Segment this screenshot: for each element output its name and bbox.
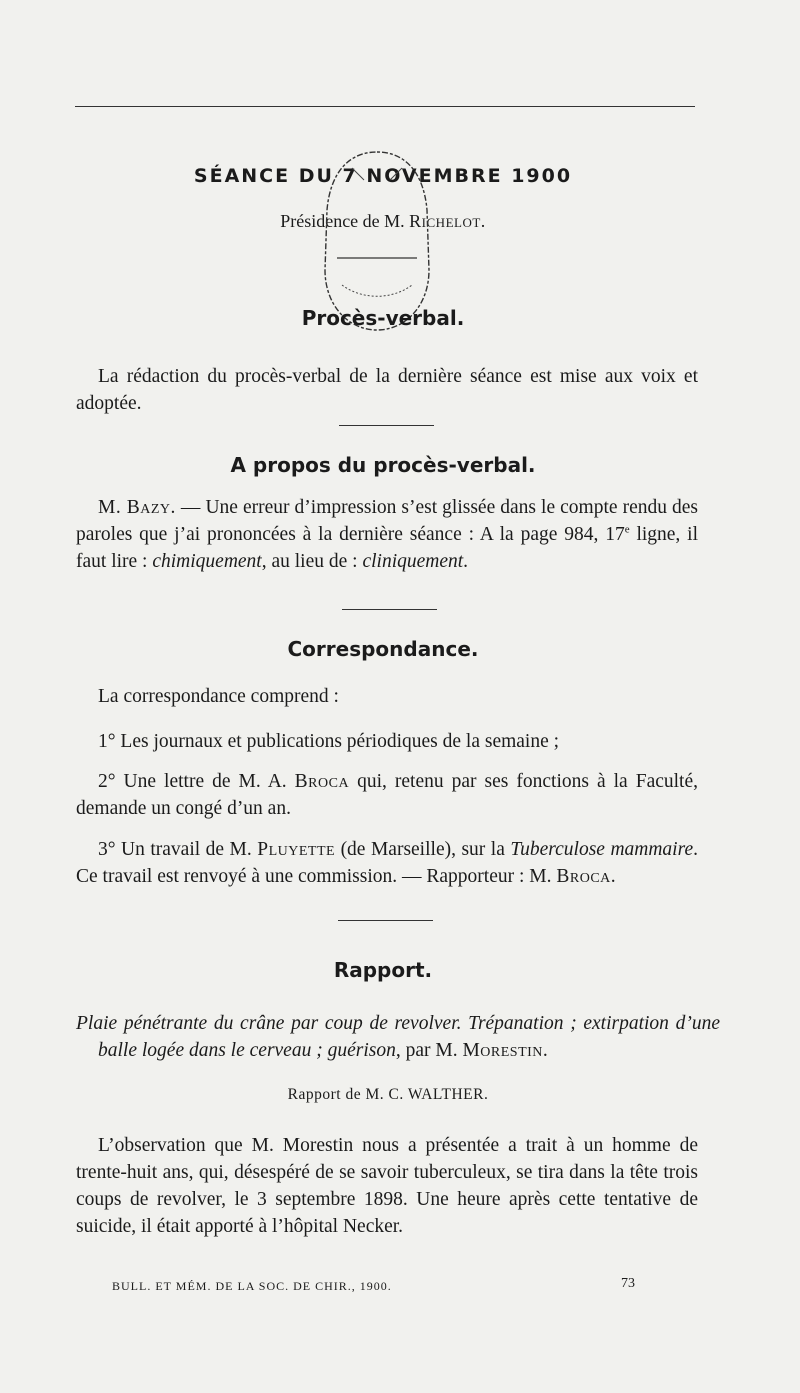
proces-verbal-heading: Procès-verbal. — [301, 306, 465, 330]
top-rule — [75, 106, 695, 107]
session-title: SÉANCE DU 7 NOVEMBRE 1900 — [193, 165, 573, 187]
page-number: 73 — [621, 1276, 635, 1291]
separator-3 — [338, 920, 433, 921]
presidence-prefix: Présidence de M. — [280, 211, 410, 231]
rapport-body: L’observation que M. Morestin nous a présentée a trait à un homme de trente-huit ans, qui, désespéré de se savoir tuberculeux, se tira dans la tête trois coups de revolver, le 3 septembre 1898. Une heure après cette tentative de suicide, il était apporté à l’hôpital Necker. — [76, 1135, 698, 1237]
proces-verbal-text: La rédaction du procès-verbal de la dernière séance est mise aux voix et adoptée. — [76, 366, 698, 414]
footer-journal: BULL. ET MÉM. DE LA SOC. DE CHIR., 1900. — [112, 1279, 392, 1293]
correspondance-item-3: 3° Un travail de M. Pluyette (de Marseille), sur la Tuberculose mammaire. Ce travail est renvoyé à une commission. — Rapporteur : M. Broca. — [76, 839, 698, 887]
rapport-heading: Rapport. — [333, 958, 433, 982]
word-wrong: cliniquement — [362, 551, 464, 572]
separator-2 — [342, 609, 437, 610]
separator-1 — [339, 425, 434, 426]
rapport-author-line: Rapport de M. C. WALTHER. — [287, 1086, 489, 1103]
correspondance-item-1: 1° Les journaux et publications périodiques de la semaine ; — [98, 731, 560, 752]
correspondance-heading: Correspondance. — [287, 637, 479, 661]
a-propos-heading: A propos du procès-verbal. — [230, 453, 536, 477]
speaker-name: M. Bazy. — [98, 497, 176, 518]
correspondance-intro: La correspondance comprend : — [98, 686, 339, 707]
president-name: Richelot. — [409, 211, 486, 231]
word-correct: chimiquement — [152, 551, 262, 572]
rapport-title: Plaie pénétrante du crâne par coup de revolver. Trépanation ; extirpation d’une balle logée dans le cerveau ; guérison, par M. Morestin. — [76, 1013, 720, 1061]
a-propos-text: M. Bazy. — Une erreur d’impression s’est glissée dans le compte rendu des paroles que j’ai prononcées à la dernière séance : A la page 984, 17e ligne, il faut lire : chimiquement, au lieu de : cliniquement. — [76, 497, 698, 572]
correspondance-item-2: 2° Une lettre de M. A. Broca qui, retenu par ses fonctions à la Faculté, demande un congé d’un an. — [76, 771, 698, 819]
